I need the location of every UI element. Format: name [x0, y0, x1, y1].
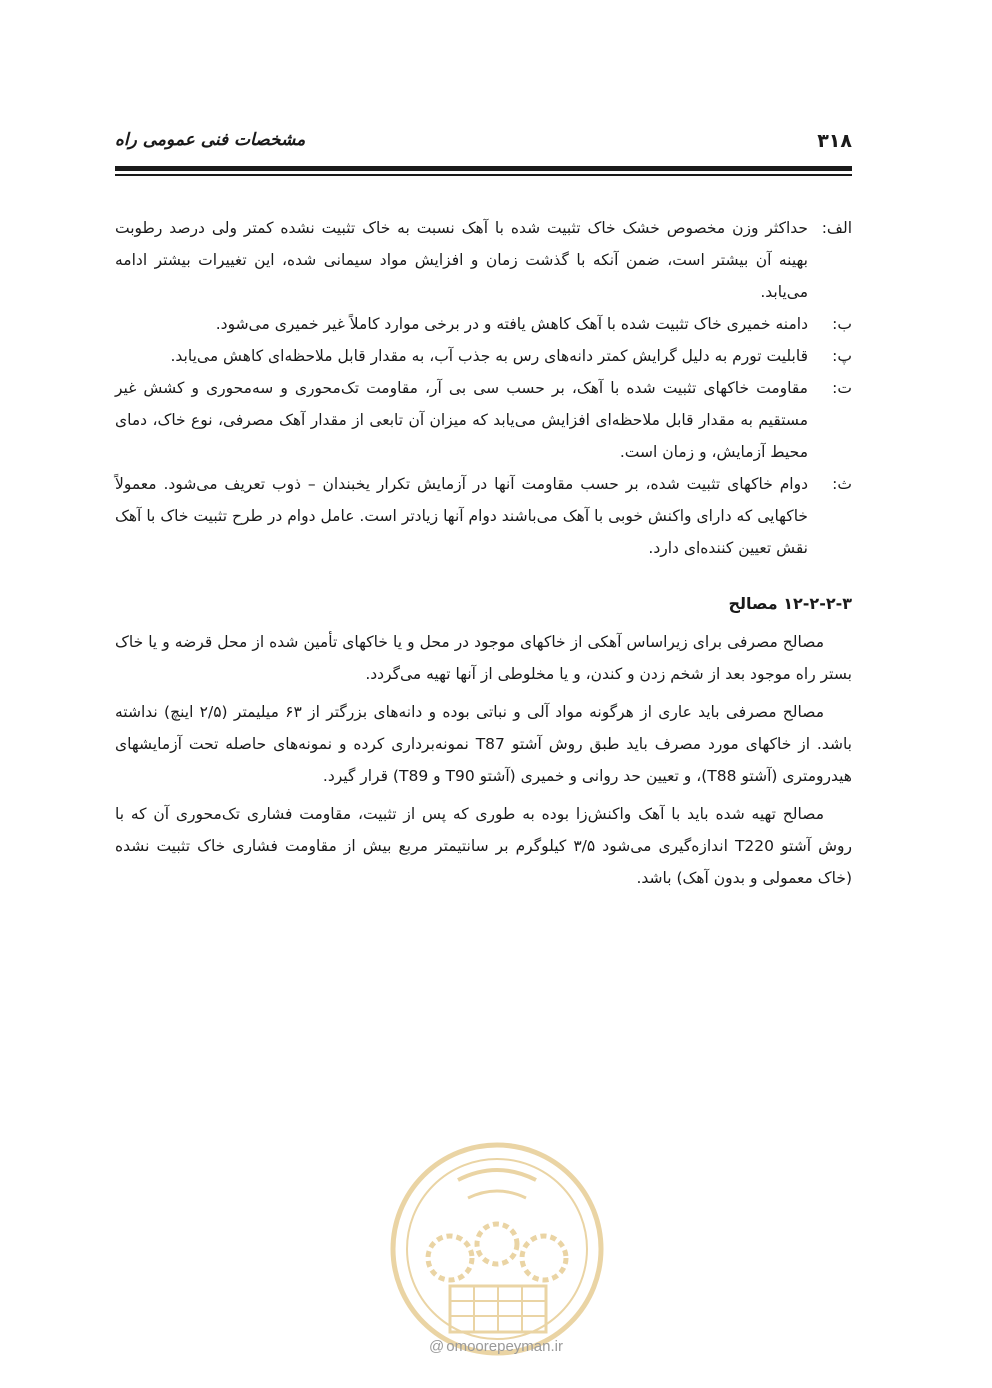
running-title: مشخصات فنی عمومی راه: [115, 130, 306, 150]
page-number: ۳۱۸: [817, 130, 852, 152]
page-header: [115, 122, 852, 172]
list-text: دامنه خمیری خاک تثبیت شده با آهک کاهش یافته و در برخی موارد کاملاً غیر خمیری می‌شود.: [215, 315, 808, 333]
list-text: حداکثر وزن مخصوص خشک خاک تثبیت شده با آهک نسبت به خاک تثبیت نشده کمتر ولی درصد رطوبت بهینه آن بیشتر است، ضمن آنکه با گذشت زمان و افزایش مواد سیمانی شده، این تغییرات بیشتر ادامه می‌یابد.: [115, 219, 808, 301]
list-marker: ث:: [832, 475, 852, 493]
list-text: دوام خاکهای تثبیت شده، بر حسب مقاومت آنها در آزمایش تکرار یخبندان – ذوب تعریف می‌شود. معمولاً خاکهایی که دارای واکنش خوبی با آهک می‌باشند دوام آنها زیادتر است. عامل دوام در طرح تثبیت خاک با آهک نقش تعیین کننده‌ای دارد.: [115, 475, 808, 557]
at-icon: @: [429, 1338, 445, 1355]
list-marker: ت:: [832, 379, 852, 397]
list-item: [115, 372, 852, 468]
header-rule-thin: [115, 174, 852, 176]
list-item: [115, 340, 852, 372]
header-rule-thick: [115, 166, 852, 171]
list-item: [115, 308, 852, 340]
watermark-seal: [388, 1140, 606, 1358]
list-item: [115, 212, 852, 308]
list-marker: ب:: [832, 315, 852, 333]
body-paragraph: مصالح مصرفی باید عاری از هرگونه مواد آلی و نباتی بوده و دانه‌های بزرگتر از ۶۳ میلیمتر (۲/۵ اینچ) نداشته باشد. از خاکهای مورد مصرف باید طبق روش آشتو T87 نمونه‌برداری کرده و نمونه‌های حاصله تحت آزمایشهای هیدرومتری (آشتو T88)، و تعیین حد روانی و خمیری (آشتو T90 و T89) قرار گیرد.: [115, 703, 852, 785]
list-text: قابلیت تورم به دلیل گرایش کمتر دانه‌های رس به جذب آب، به مقدار قابل ملاحظه‌ای کاهش می‌یابد.: [170, 347, 808, 365]
body-paragraph: مصالح تهیه شده باید با آهک واکنش‌زا بوده به طوری که پس از تثبیت، مقاومت فشاری تک‌محوری آن که با روش آشتو T220 اندازه‌گیری می‌شود ۳/۵ کیلوگرم بر سانتیمتر مربع بیش از مقاومت فشاری خاک تثبیت نشده (خاک معمولی و بدون آهک) باشد.: [115, 805, 852, 887]
list-text: مقاومت خاکهای تثبیت شده با آهک، بر حسب سی بی آر، مقاومت تک‌محوری و سه‌محوری و کشش غیر مستقیم به مقدار قابل ملاحظه‌ای افزایش می‌یابد که میزان آن تابعی از مقدار آهک مصرفی، نوع خاک، دمای محیط آزمایش، و زمان است.: [115, 379, 808, 461]
body-paragraph: مصالح مصرفی برای زیراساس آهکی از خاکهای موجود در محل و یا خاکهای تأمین شده از محل قرضه و یا خاک بستر راه موجود بعد از شخم زدن و کندن، و یا مخلوطی از آنها تهیه می‌گردد.: [115, 633, 852, 683]
list-marker: پ:: [832, 347, 852, 365]
footer-url-text: omoorepeyman.ir: [446, 1338, 563, 1355]
footer-url: [0, 1338, 992, 1355]
section-heading: ۱۲-۲-۲-۳ مصالح: [728, 594, 852, 613]
page-content: [115, 212, 852, 894]
list-item: [115, 468, 852, 564]
list-marker: الف:: [821, 219, 852, 237]
